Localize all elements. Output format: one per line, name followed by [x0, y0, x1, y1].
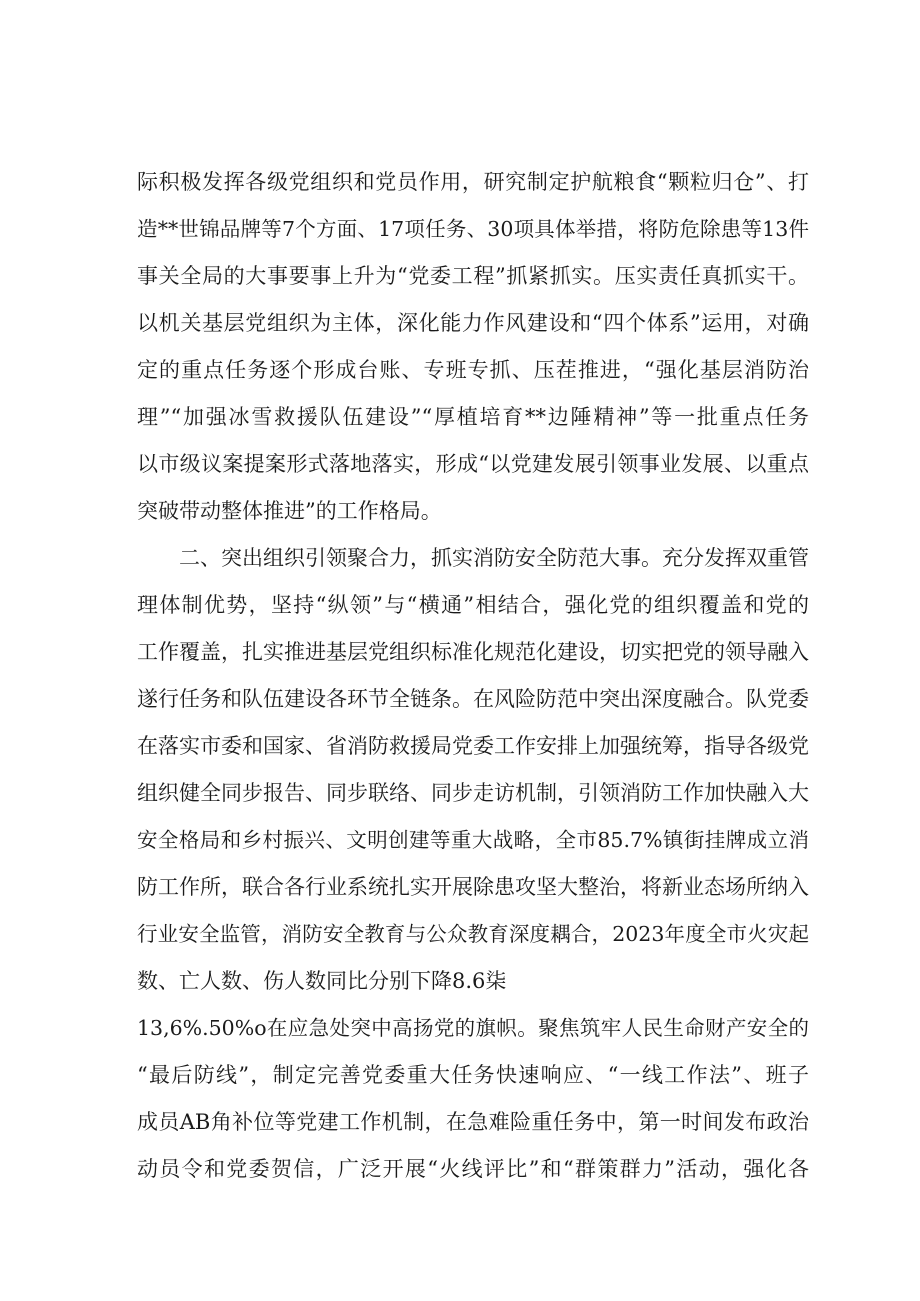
text-line: 工作覆盖，扎实推进基层党组织标准化规范化建设，切实把党的领导融入	[137, 640, 809, 664]
text-line: “最后防线”，制定完善党委重大任务快速响应、“一线工作法”、班子	[137, 1063, 809, 1087]
section-heading-line: 二、突出组织引领聚合力，抓实消防安全防范大事。充分发挥双重管	[179, 546, 809, 570]
text-line: 理体制优势，坚持“纵领”与“横通”相结合，强化党的组织覆盖和党的	[137, 593, 809, 617]
text-line: 定的重点任务逐个形成台账、专班专抓、压茬推进，“强化基层消防治	[137, 358, 809, 382]
text-line: 在落实市委和国家、省消防救援局党委工作安排上加强统筹，指导各级党	[137, 734, 809, 758]
text-line: 行业安全监管，消防安全教育与公众教育深度耦合，2023年度全市火灾起	[137, 922, 809, 946]
text-line: 组织健全同步报告、同步联络、同步走访机制，引领消防工作加快融入大	[137, 781, 809, 805]
text-line: 遂行任务和队伍建设各环节全链条。在风险防范中突出深度融合。队党委	[137, 687, 809, 711]
text-line: 理”“加强冰雪救援队伍建设”“厚植培育**边陲精神”等一批重点任务	[137, 405, 809, 429]
text-line: 防工作所，联合各行业系统扎实开展除患攻坚大整治，将新业态场所纳入	[137, 875, 809, 899]
text-line: 安全格局和乡村振兴、文明创建等重大战略，全市85.7%镇街挂牌成立消	[137, 828, 809, 852]
text-line: 成员AB角补位等党建工作机制，在急难险重任务中，第一时间发布政治	[137, 1110, 809, 1134]
text-line: 以机关基层党组织为主体，深化能力作风建设和“四个体系”运用，对确	[137, 311, 809, 335]
text-line: 13,6%.50%o在应急处突中高扬党的旗帜。聚焦筑牢人民生命财产安全的	[137, 1016, 809, 1040]
text-line: 以市级议案提案形式落地落实，形成“以党建发展引领事业发展、以重点	[137, 452, 809, 476]
text-line: 事关全局的大事要事上升为“党委工程”抓紧抓实。压实责任真抓实干。	[137, 264, 809, 288]
text-line: 突破带动整体推进”的工作格局。	[137, 499, 442, 523]
text-line: 数、亡人数、伤人数同比分别下降8.6柒	[137, 969, 507, 993]
text-line: 动员令和党委贺信，广泛开展“火线评比”和“群策群力”活动，强化各	[137, 1157, 809, 1181]
text-line: 际积极发挥各级党组织和党员作用，研究制定护航粮食“颗粒归仓”、打	[137, 170, 809, 194]
text-line: 造**世锦品牌等7个方面、17项任务、30项具体举措，将防危除患等13件	[137, 217, 809, 241]
